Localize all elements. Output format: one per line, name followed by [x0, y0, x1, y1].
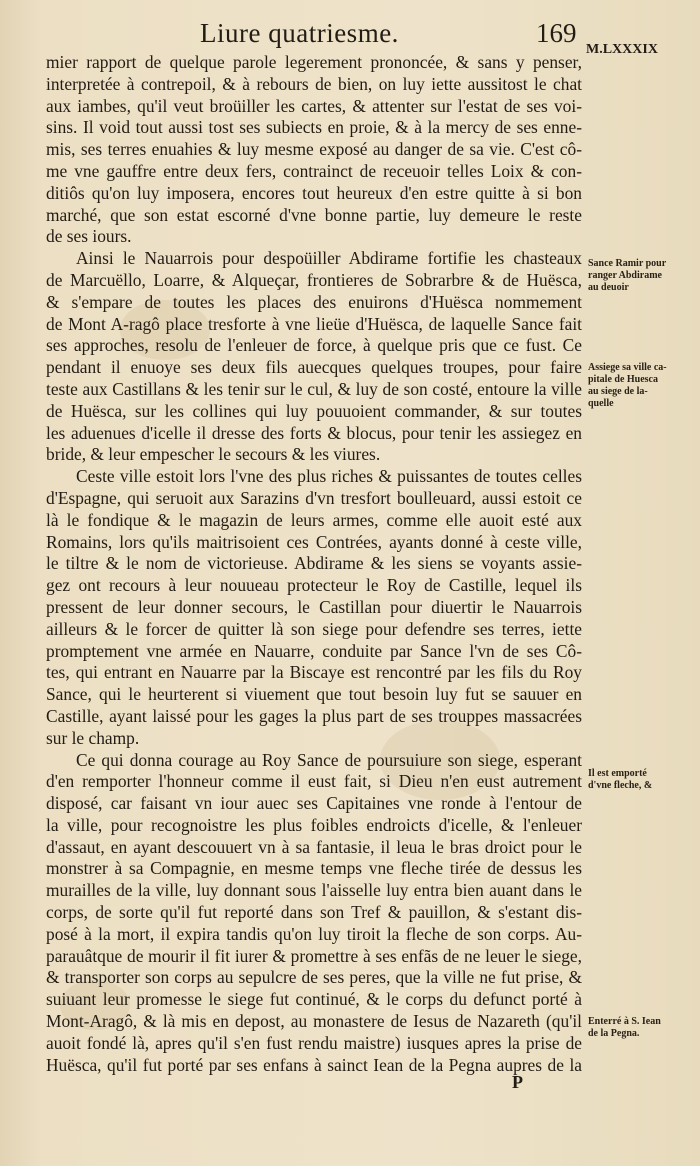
text-line: ses approches, resolu de l'enleuer de force, à quelque pris que ce fust. Ce: [46, 335, 582, 356]
text-line: disposé, car faisant vn iour auec ses Capitaines vne ronde à l'entour de: [46, 793, 582, 814]
text-line: auoit fondé là, apres qu'il s'en fust rendu maistre) iusques apres la prise de: [46, 1032, 582, 1053]
text-line: gez ont recours à leur nouueau protecteur le Roy de Castille, lequel ils: [46, 575, 582, 596]
sidenote-assiege-huesca: Assiege sa ville ca- pitale de Huesca au siege de la- quelle: [588, 362, 667, 409]
text-line: Sance, qui le heurterent si viuement que tout besoin luy fut se sauuer en: [46, 684, 582, 705]
text-line: & transporter son corps au sepulcre de ses peres, que la ville ne fut prise, &: [46, 967, 582, 988]
text-line: Ainsi le Nauarrois pour despoüiller Abdirame fortifie les chasteaux: [76, 248, 582, 269]
text-line: murailles de la ville, luy donnant sous l'aisselle luy entra bien auant dans le: [46, 880, 582, 901]
text-line: promptement vne armée en Nauarre, conduite par Sance l'vn de ses Cô-: [46, 640, 582, 661]
text-line: de ses iours.: [46, 226, 132, 247]
text-line: le tiltre & le nom de victorieuse. Abdirame & les siens se voyants assie-: [46, 553, 582, 574]
text-line: ditiôs qu'on luy imposera, encores tout heureux d'en estre quitte à si bon: [46, 182, 582, 203]
text-line: de Huësca, sur les collines qui luy pouuoient commander, & sur toutes: [46, 400, 582, 421]
sidenote-emporte-fleche: Il est emporté d'vne fleche, &: [588, 768, 653, 791]
text-line: pendant il enuoye ses deux fils auecques quelques troupes, pour faire: [46, 357, 582, 378]
text-line: d'en remporter l'honneur comme il eust fait, si Dieu n'en eust autrement: [46, 771, 582, 792]
text-line: Ce qui donna courage au Roy Sance de poursuiure son siege, esperant: [76, 749, 582, 770]
text-line: Huësca, qu'il fut porté par ses enfans à sainct Iean de la Pegna aupres de la: [46, 1054, 582, 1075]
text-line: là le fondique & le magazin de leurs armes, comme elle auoit esté aux: [46, 509, 582, 530]
body-text: [46, 52, 582, 1076]
sidenote-enterre-pegna: Enterré à S. Iean de la Pegna.: [588, 1016, 661, 1039]
text-line: Castille, ayant laissé pour les gages la plus part de ses trouppes massacrées: [46, 705, 582, 726]
page-number: 169: [536, 18, 577, 48]
text-line: ailleurs & le forcer de quitter là son siege pour defendre ses terres, iette: [46, 618, 582, 639]
text-line: interpretée à contrepoil, & à rebours de bien, on luy iette aussitost le chat: [46, 73, 582, 94]
signature-mark: P: [512, 1072, 523, 1092]
year-marginal: M.LXXXIX: [586, 42, 658, 57]
text-line: teste aux Castillans & les tenir sur le cul, & luy de son costé, entoure la ville: [46, 378, 582, 399]
text-line: Mont-Aragô, & là mis en depost, au monastere de Iesus de Nazareth (qu'il: [46, 1011, 582, 1032]
text-line: de Mont A-ragô place tresforte à vne lieüe d'Huësca, de laquelle Sance fait: [46, 313, 582, 334]
text-line: d'assaut, en ayant descouuert vn à sa fantasie, il leua le bras droict pour le: [46, 836, 582, 857]
text-line: mier rapport de quelque parole legerement prononcée, & sans y penser,: [46, 52, 582, 72]
text-line: aux iambes, qu'il veut broüiller les cartes, & attenter sur l'estat de ses voi-: [46, 95, 582, 116]
text-line: parauâtque de mourir il fit iurer & promettre à ses enfãs de ne leuer le siege,: [46, 945, 582, 966]
text-line: mis, ses terres enuahies & luy mesme exposé au danger de sa vie. C'est cô-: [46, 139, 582, 160]
text-line: de Marcuëllo, Loarre, & Alqueçar, frontieres de Sobrarbre & de Huësca,: [46, 269, 582, 290]
text-line: sins. Il void tout aussi tost ses subiects en proie, & à la mercy de ses enne-: [46, 117, 582, 138]
text-line: marché, que son estat escorné d'vne bonne partie, luy demeure le reste: [46, 204, 582, 225]
text-line: corps, de sorte qu'il fut reporté dans son Tref & pauillon, & s'estant dis-: [46, 902, 582, 923]
text-line: Romains, lors qu'ils maitrisoient ces Contrées, ayants donné à ceste ville,: [46, 531, 582, 552]
text-line: d'Espagne, qui seruoit aux Sarazins d'vn tresfort boulleuard, aussi estoit ce: [46, 487, 582, 508]
text-line: tes, qui entrant en Nauarre par la Biscaye est rencontré par les fils du Roy: [46, 662, 582, 683]
page-header: [0, 8, 700, 58]
text-line: bride, & leur empescher le secours & les viures.: [46, 444, 381, 465]
sidenote-sance-ramir: Sance Ramir pour ranger Abdirame au deuoir: [588, 258, 667, 293]
text-line: & s'empare de toutes les places des enuirons d'Huësca nommement: [46, 291, 582, 312]
text-line: les aduenues d'icelle il dresse des forts & blocus, pour tenir les assiegez en: [46, 422, 582, 443]
text-line: Ceste ville estoit lors l'vne des plus riches & puissantes de toutes celles: [76, 466, 582, 487]
text-line: posé à la mort, il expira tandis qu'on luy tiroit la fleche de son corps. Au-: [46, 923, 582, 944]
text-line: la ville, pour recognoistre les plus foibles endroicts d'icelle, & l'enleuer: [46, 814, 582, 835]
text-line: me vne gauffre entre deux fers, contrainct de receuoir telles Loix & con-: [46, 160, 582, 181]
running-title: Liure quatriesme.: [200, 18, 399, 48]
text-line: suiuant leur promesse le siege fut continué, & le corps du defunct porté à: [46, 989, 582, 1010]
text-line: sur le champ.: [46, 727, 140, 748]
text-line: monstrer à sa Compagnie, en mesme temps vne fleche tirée de dessus les: [46, 858, 582, 879]
text-line: pressent de leur donner secours, le Castillan pour diuertir le Nauarrois: [46, 596, 582, 617]
